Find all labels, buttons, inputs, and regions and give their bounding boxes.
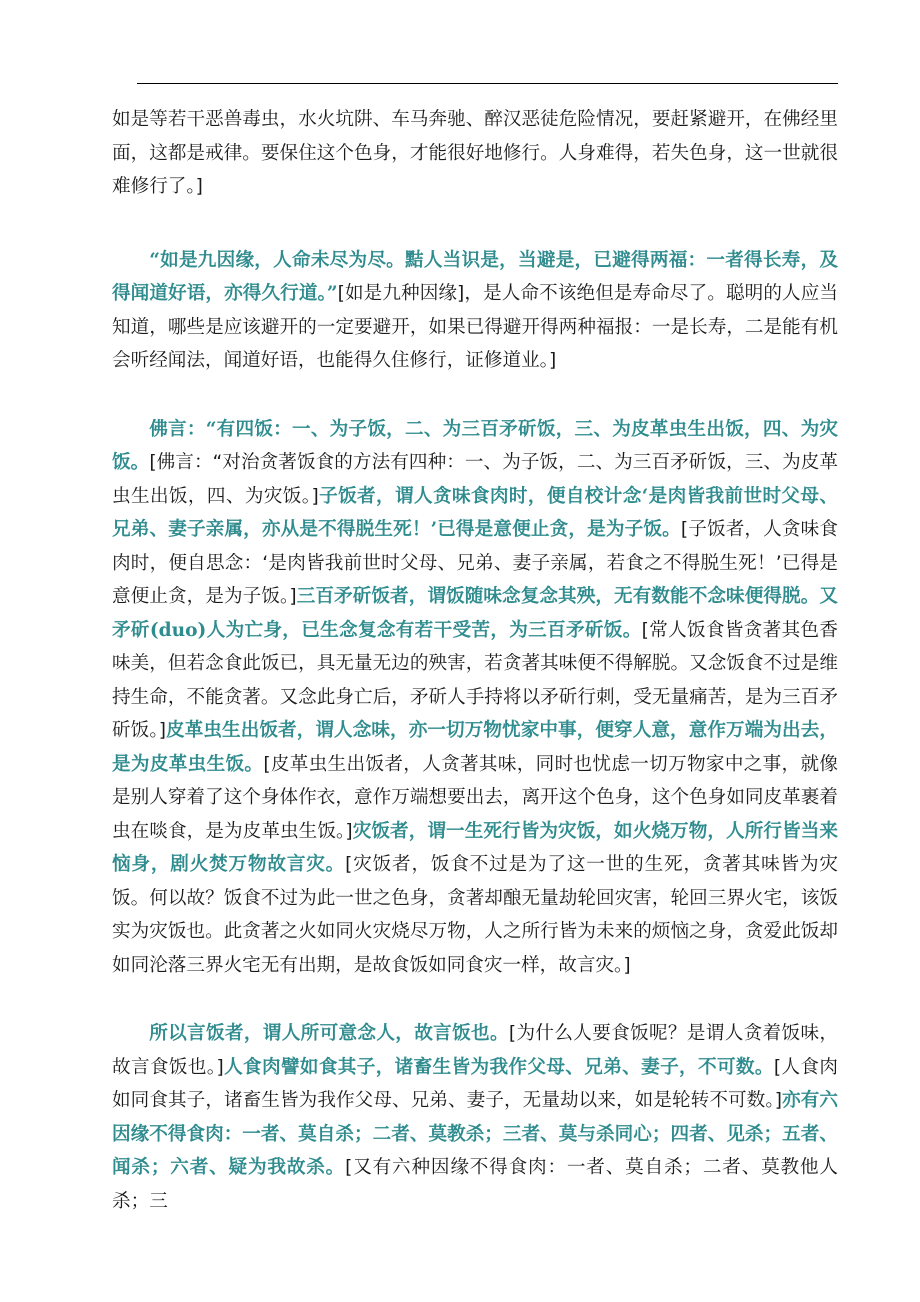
commentary-text: [皮革虫生出饭者，人贪著其味，同时也忧虑一切万物家中之事，就像是别人穿着了这个身体作衣，意作万端想要出去，离开这个色身，这个色身如同皮革裹着虫在啖食，是为皮革虫生饭。]	[112, 753, 838, 842]
paragraph-2	[112, 244, 838, 378]
scripture-text: 亦有六因缘不得食肉：一者、莫自杀；二者、莫教杀；三者、莫与杀同心；四者、见杀；五者、闻杀；六者、疑为我故杀。	[112, 1090, 838, 1178]
paragraph-3	[112, 413, 838, 983]
scripture-text: “如是九因缘，人命未尽为尽。黠人当识是，当避是，已避得两福：一者得长寿，及得闻道好语，亦得久行道。”	[112, 249, 838, 304]
scripture-text: 三百矛斫饭者，谓饭随味念复念其殃，无有数能不念味便得脱。又矛斫(duo)人为亡身，已生念复念有若干受苦，为三百矛斫饭。	[112, 586, 838, 641]
commentary-text: [为什么人要食饭呢？是谓人贪着饭味，故言食饭也。]	[112, 1023, 838, 1078]
commentary-text: [佛言：“对治贪著饭食的方法有四种：一、为子饭，二、为三百矛斫饭，三、为皮革虫生出饭，四、为灾饭。]	[112, 452, 838, 507]
header-rule	[137, 83, 838, 84]
commentary-text: [如是九种因缘]，是人命不该绝但是寿命尽了。聪明的人应当知道，哪些是应该避开的一定要避开，如果已得避开得两种福报：一是长寿，二是能有机会听经闻法，闻道好语，也能得久住修行，证修道业。]	[112, 283, 838, 371]
scripture-text: 人食肉譬如食其子，诸畜生皆为我作父母、兄弟、妻子，不可数。	[223, 1056, 774, 1078]
document-body	[112, 103, 838, 1253]
paragraph-1	[112, 103, 838, 204]
scripture-text: 灾饭者，谓一生死行皆为灾饭，如火烧万物，人所行皆当来恼身，剧火焚万物故言灾。	[112, 820, 838, 875]
scripture-text: 皮革虫生出饭者，谓人念味，亦一切万物忧家中事，便穿人意，意作万端为出去，是为皮革虫生饭。	[112, 720, 838, 775]
commentary-text: [常人饭食皆贪著其色香味美，但若念食此饭已，具无量无边的殃害，若贪著其味便不得解脱。又念饭食不过是维持生命，不能贪著。又念此身亡后，矛斫人手持将以矛斫行刺，受无量痛苦，是为三百矛斫饭。]	[112, 619, 838, 741]
commentary-text: [灾饭者，饭食不过是为了这一世的生死，贪著其味皆为灾饭。何以故？饭食不过为此一世之色身，贪著却酿无量劫轮回灾害，轮回三界火宅，该饭实为灾饭也。此贪著之火如同火灾烧尽万物，人之所行皆为未来的烦恼之身，贪爱此饭却如同沦落三界火宅无有出期，是故食饭如同食灾一样，故言灾。]	[112, 854, 838, 976]
scripture-text: 子饭者，谓人贪味食肉时，便自校计念‘是肉皆我前世时父母、兄弟、妻子亲属，亦从是不得脱生死！’已得是意便止贪，是为子饭。	[112, 485, 838, 540]
commentary-text: [子饭者，人贪味食肉时，便自思念：‘是肉皆我前世时父母、兄弟、妻子亲属，若食之不得脱生死！’已得是意便止贪，是为子饭。]	[112, 519, 838, 607]
paragraph-4	[112, 1017, 838, 1218]
commentary-text: [人食肉如同食其子，诸畜生皆为我作父母、兄弟、妻子，无量劫以来，如是轮转不可数。]	[112, 1056, 838, 1111]
commentary-text: 如是等若干恶兽毒虫，水火坑阱、车马奔驰、醉汉恶徒危险情况，要赶紧避开，在佛经里面，这都是戒律。要保住这个色身，才能很好地修行。人身难得，若失色身，这一世就很难修行了。]	[112, 109, 838, 197]
scripture-text: 所以言饭者，谓人所可意念人，故言饭也。	[149, 1023, 509, 1044]
scripture-text: 佛言：“有四饭：一、为子饭，二、为三百矛斫饭，三、为皮革虫生出饭，四、为灾饭。	[112, 418, 838, 473]
commentary-text: [又有六种因缘不得食肉：一者、莫自杀；二者、莫教他人杀；三	[112, 1157, 838, 1212]
